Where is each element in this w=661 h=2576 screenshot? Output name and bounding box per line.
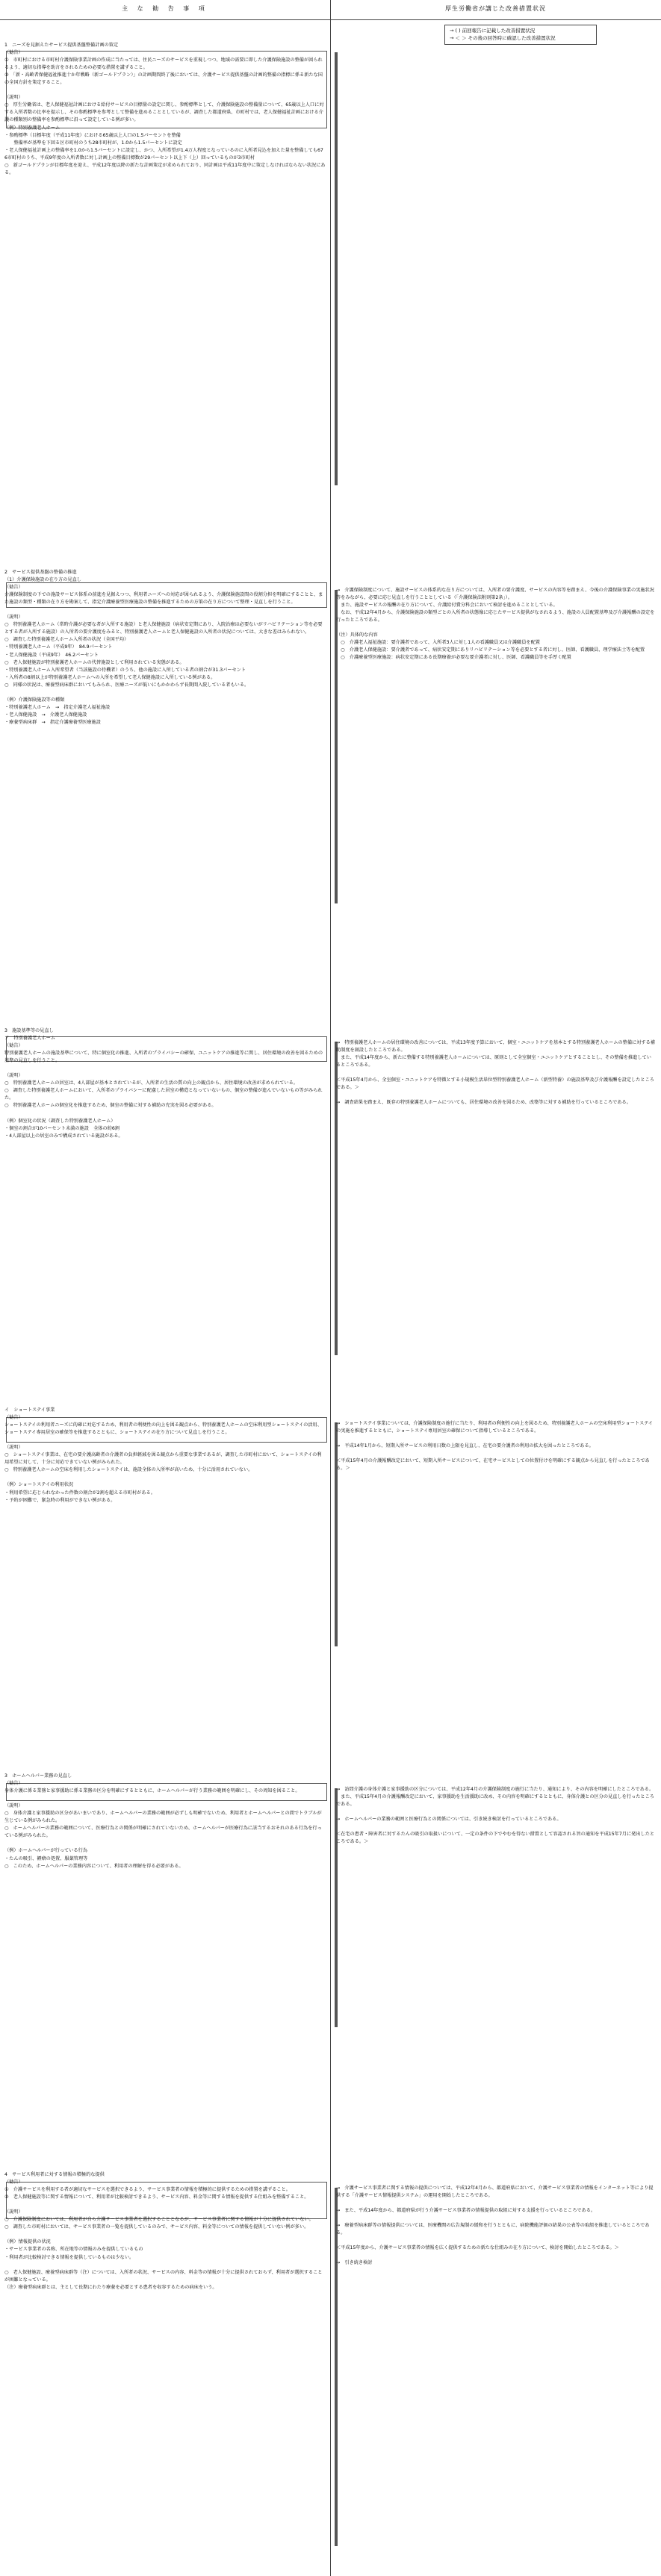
section-1-recommendation: 1 ニーズを見据えたサービス提供基盤整備計画の策定 （勧告） ① 市町村における市町村介護保険事業計画の作成に当たっては、住民ニーズのサービスを重視しつつ、地域の需要に即した介護保険施設の整備が図られるよう、適切な指導を助言をされるための必要な措置を講ずること。 ② 「新・高齢者保健福祉推進十か年戦略（新ゴールドプラン）」の計画期間終了後においては、介護サービス提供基盤の計画的整備の指標に係る新たな国の全国方針を策定すること。 （説明） ○ 厚生労働省は、老人保健福祉計画における給付サービスの目標量の設定に関し、参酌標準として、介護保険施設の整備量について、65歳以上人口に対する入所者数の比率を提示し、その参酌標準を参考として整備を進めることとしているが、調査した都道府県、市町村では、老人保健福祉計画における介護の種類別の整備率を参酌標準に沿って設定している例が多い。 （例）特別養護老人ホーム ・参酌標準（目標年度（平成11年度）における65歳以上人口の1.5パーセントを整備 整備率が基準を下回る区市町村のうち28市町村が、1.0から1.5パーセントに設定 ・老人保健福祉計画上の整備率を1.0から1.5パーセントに設定し、かつ、入所希望が1.4万人程度となっているのに入所者見込を加えた量を整備しても676市町村のうち、平成9年度の入所者数に対し計画上の整備目標数が29パーセント以上下（上）回っているものが3市町村 ○ 新ゴールドプランが目標年度を迎え、平成12年度以降の新たな計画策定が求められており、同計画は平成11年度中に策定しなければならない状況にある。 — [4, 43, 326, 175]
section-4-recommendation: 4 サービス利用者に対する情報の積極的な提供 （勧告） ① 介護サービスを利用する者が適切なサービスを選択できるよう、サービス事業者の情報を積極的に提供するための措置を講ずること。 ② 老人保健施設等に関する情報について、利用者が比較検討できるよう、サービス内容、料金等に関する情報を提供する仕組みを整備すること。 （説明） ○ 介護保険制度においては、利用者が自ら介護サービス事業者を選択することとなるが、サービス事業者に関する情報が十分に提供されていない。 ○ 調査した市町村においては、サービス事業者の一覧を提供しているのみで、サービス内容、料金等についての情報を提供していない例が多い。 （例）情報提供の状況 ・サービス事業者の名称、所在地等の情報のみを提供しているもの ・利用者が比較検討できる情報を提供しているものは少ない。 ○ 老人保健施設、療養型病床群等（注）については、入所者の状況、サービスの内容、料金等の情報が十分に提供されておらず、利用者が選択することが困難となっている。 （注）療養型病床群とは、主として長期にわたり療養を必要とする患者を収容するための病床をいう。 — [4, 2172, 323, 2290]
legend-box — [444, 25, 597, 45]
legend-line: → ＜ ＞ その後の回答時に確認した改善措置状況 — [450, 35, 556, 42]
right-column-title: 厚生労働省が講じた改善措置状況 — [445, 5, 546, 12]
legend-line: → ( ) 前回報告に記載した改善措置状況 — [450, 28, 536, 34]
section-3-recommendation: 3 施設基準等の見直し ア 特別養護老人ホーム （勧告） 特別養護老人ホームの施設基準について、特に個室化の推進、入所者のプライバシーの確保、ユニットケアの推進等に関し、居住環境の改善を図るための基準の見直しを行うこと。 （説明） ○ 特別養護老人ホームの居室は、4人部屋が基本とされているが、入所者の生活の質の向上の観点から、居住環境の改善が求められている。 ○ 調査した特別養護老人ホームにおいて、入所者のプライバシーに配慮した居室の構造となっていないもの、個室の整備が進んでいないもの等がみられた。 ○ 特別養護老人ホームの個室化を推進するため、個室の整備に対する補助の充実を図る必要がある。 （例）個室化の状況（調査した特別養護老人ホーム） ・個室の割合が10パーセント未満の施設 全体の約6割 ・4人部屋以上の居室のみで構成されている施設がある。 — [4, 1028, 323, 1139]
left-column-title: 主 な 勧 告 事 項 — [122, 5, 208, 12]
column-divider — [330, 0, 331, 2576]
section-homehelper-measures: → 訪問介護の身体介護と家事援助の区分については、平成12年4月の介護保険制度の施行に当たり、通知により、その内容を明確にしたところである。 また、平成15年4月の介護報酬改定において、家事援助を生活援助に改め、その内容を明確にするとともに、身体介護との区分の見直しを行ったところである。 → ホームヘルパーの業務の範囲と医療行為との関係については、引き続き検討を行っているところである。 ＜在宅の患者・障害者に対するたんの吸引の取扱いについて、一定の条件の下でやむを得ない措置として容認される旨の通知を平成15年7月に発出したところである。＞ — [336, 1787, 655, 1845]
section-shortstay-measures: → ショートステイ事業については、介護保険制度の施行に当たり、利用者の利便性の向上を図るため、特別養護老人ホームの空床利用型ショートステイの実施を推進するとともに、ショートステイ専用居室の確保について指導しているところである。 → 平成14年1月から、短期入所サービスの利用日数の上限を見直し、在宅の要介護者の利用の拡大を図ったところである。 ＜平成15年4月の介護報酬改定において、短期入所サービスについて、在宅サービスとしての位置付けを明確にする観点から見直しを行ったところである。＞ — [336, 1421, 654, 1472]
section-homehelper-recommendation: 3 ホームヘルパー業務の見直し （勧告） 身体介護に係る業務と家事援助に係る業務の区分を明確にするとともに、ホームヘルパーが行う業務の範囲を明確にし、その周知を図ること。 （説明） ○ 身体介護と家事援助の区分があいまいであり、ホームヘルパーの業務の範囲が必ずしも明確でないため、利用者とホームヘルパーとの間でトラブルが生じている例がみられた。 ○ ホームヘルパーの業務の範囲について、医療行為との関係が明確にされていないため、ホームヘルパーが医療行為に該当するおそれのある行為を行っている例がみられた。 （例）ホームヘルパーが行っている行為 ・たんの吸引、褥瘡の処置、服薬管理等 ○ このため、ホームヘルパーの業務内容について、利用者の理解を得る必要がある。 — [4, 1773, 322, 1869]
section-shortstay-recommendation: イ ショートステイ事業 （勧告） ショートステイの利用者ニーズに的確に対応するため、利用者の利便性の向上を図る観点から、特別養護老人ホームの空床利用型ショートステイの活用、ショートステイ専用居室の確保等を推進するとともに、ショートステイの在り方について見直しを行うこと。 （説明） ○ ショートステイ事業は、在宅の要介護高齢者の介護者の負担軽減を図る観点から重要な事業であるが、調査した市町村において、ショートステイの利用希望に対して、十分に対応できていない例がみられた。 ○ 特別養護老人ホームの空床を利用したショートステイは、施設全体の入所率が高いため、十分に活用されていない。 （例）ショートステイの利用状況 ・利用希望に応じられなかった件数の割合が2割を超える市町村がある。 ・予約が困難で、緊急時の利用ができない例がある。 — [4, 1407, 322, 1503]
section-2-recommendation: 2 サービス提供基盤の整備の推進 （1）介護保険施設の在り方の見直し （勧告） 介護保険制度の下での施設サービス体系の前進を見据えつつ、利用者ニーズへの対応が図られるよう、介護保険施設間の役割分担を明確にすることと、また施設の類型・種類の在り方を勘案して、指定介護療養型医療施設の整備を推進するための方策の在り方について整理・見直しを行うこと。 （説明） ○ 特別養護老人ホーム（常時介護が必要な者が入所する施設）と老人保健施設（病状安定期にあり、入院治療は必要ないがリハビリテーション等を必要とする者が入所する施設）の入所者の要介護度をみると、特別養護老人ホームと老人保健施設の入所者の状況については、大きな差はみられない。 ○ 調査した特別養護老人ホーム入所者の状況（全国平均） ・特別養護老人ホーム（平成9年） 84.9パーセント ・老人保健施設（平成9年） 46.2パーセント ○ 老人保健施設が特別養護老人ホームの代替施設として利用されている実態がある。 ・特別養護老人ホーム入所希望者（当該施設の待機者）のうち、他の施設に入所している者の割合が31.3パーセント ・入所者の8割以上が特別養護老人ホームへの入所を希望して老人保健施設に入所している例がある。 ○ 同様の状況は、療養型病床群においてもみられ、医療ニーズが低いにもかかわらず長期間入院している者もいる。 （例）介護保険施設等の種類 ・特別養護老人ホーム → 指定介護老人福祉施設 ・老人保健施設 → 介護老人保健施設 ・療養型病床群 → 指定介護療養型医療施設 — [4, 570, 323, 725]
section-3-measures: → 特別養護老人ホームの居住環境の改善については、平成13年度予算において、個室・ユニットケアを基本とする特別養護老人ホームの整備に対する補助制度を創設したところである。 また、平成14年度から、新たに整備する特別養護老人ホームについては、原則として全室個室・ユニットケアとすることとし、その整備を推進しているところである。 ＜平成15年4月から、全室個室・ユニットケアを特徴とする小規模生活単位型特別養護老人ホーム（新型特養）の施設基準及び介護報酬を設定したところである。＞ → 調査結果を踏まえ、既存の特別養護老人ホームについても、居住環境の改善を図るため、改築等に対する補助を行っているところである。 — [336, 1040, 655, 1106]
section-2-measures: → 介護保険制度について、施設サービスの体系的な在り方については、入所者の要介護度、サービスの内容等を踏まえ、今後の介護保険事業の実施状況等をみながら、必要に応じ見直しを行うこととしている（「介護保険法附則第2条」）。 また、施設サービスの報酬の在り方について、介護給付費分科会において検討を進めることとしている。 なお、平成12年4月から、介護保険施設の類型ごとの入所者の状態像に応じたサービス提供がなされるよう、施設の人員配置基準及び介護報酬の設定を行ったところである。 （注）具体的な内容 ○ 介護老人福祉施設：要介護者であって、入所者3人に対し1人の看護職員又は介護職員を配置 ○ 介護老人保健施設：要介護者であって、病状安定期にありリハビリテーション等を必要とする者に対し、医師、看護職員、理学療法士等を配置 ○ 介護療養型医療施設：病状安定期にある長期療養が必要な要介護者に対し、医師、看護職員等を手厚く配置 — [336, 588, 655, 661]
section-1-measures — [336, 48, 656, 570]
section-4-measures: → 介護サービス事業者に関する情報の提供については、平成12年4月から、都道府県において、介護サービス事業者の情報をインターネット等により提供する「介護サービス情報提供システム」の運用を開始したところである。 → また、平成14年度から、都道府県が行う介護サービス事業者の情報提供の取組に対する支援を行っているところである。 → 療養型病床群等の情報提供については、医療機関の広告規制の緩和を行うとともに、病院機能評価の結果の公表等の取組を推進しているところである。 ＜平成15年度から、介護サービス事業者の情報を広く提供するための新たな仕組みの在り方について、検討を開始したところである。＞ → 引き続き検討 — [336, 2185, 654, 2266]
